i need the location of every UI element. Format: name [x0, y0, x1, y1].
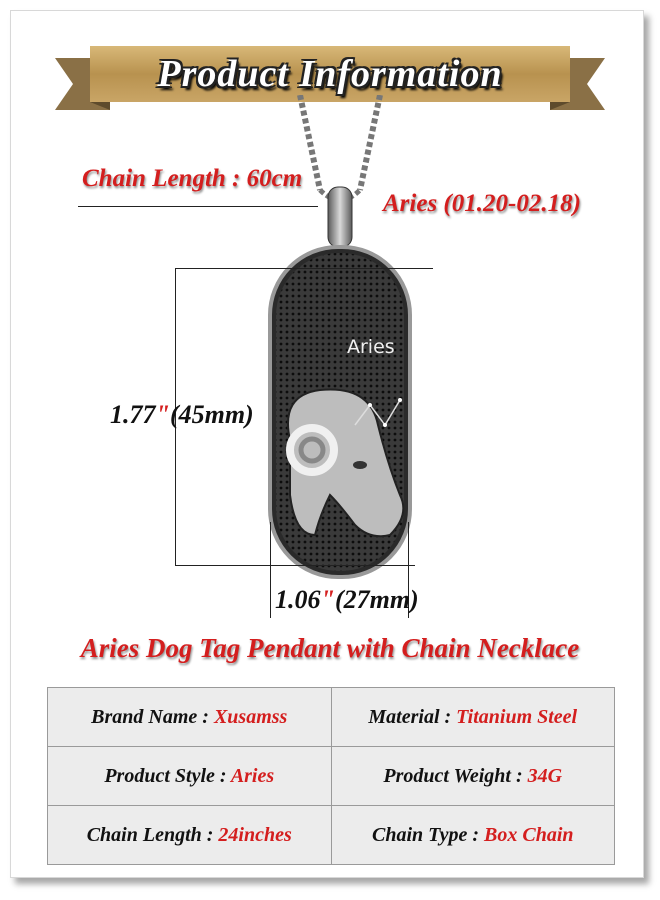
spec-table [47, 687, 615, 865]
spec-chain-length-cell: Chain Length : 24inches [48, 806, 332, 865]
zodiac-date-callout: Aries (01.20-02.18) [383, 190, 581, 217]
spec-brand-cell: Brand Name : Xusamss [48, 688, 332, 747]
width-dimension-label: 1.06"(27mm) [275, 585, 419, 614]
spec-weight-cell: Product Weight : 34G [331, 747, 615, 806]
width-left-line [270, 522, 271, 618]
height-top-line [175, 268, 433, 269]
table-row [48, 806, 615, 865]
pendant-engraving: Aries [347, 336, 395, 358]
spec-material-cell: Material : Titanium Steel [331, 688, 615, 747]
spec-chain-type-cell: Chain Type : Box Chain [331, 806, 615, 865]
spec-style-cell: Product Style : Aries [48, 747, 332, 806]
height-dimension-label: 1.77"(45mm) [110, 400, 254, 429]
chain-length-callout: Chain Length : 60cm [82, 165, 303, 192]
pendant-image [260, 95, 420, 595]
table-row [48, 688, 615, 747]
product-title: Aries Dog Tag Pendant with Chain Necklace [80, 633, 580, 663]
width-horizontal-line [270, 565, 408, 566]
banner-title: Product Information [157, 53, 503, 95]
table-row [48, 747, 615, 806]
